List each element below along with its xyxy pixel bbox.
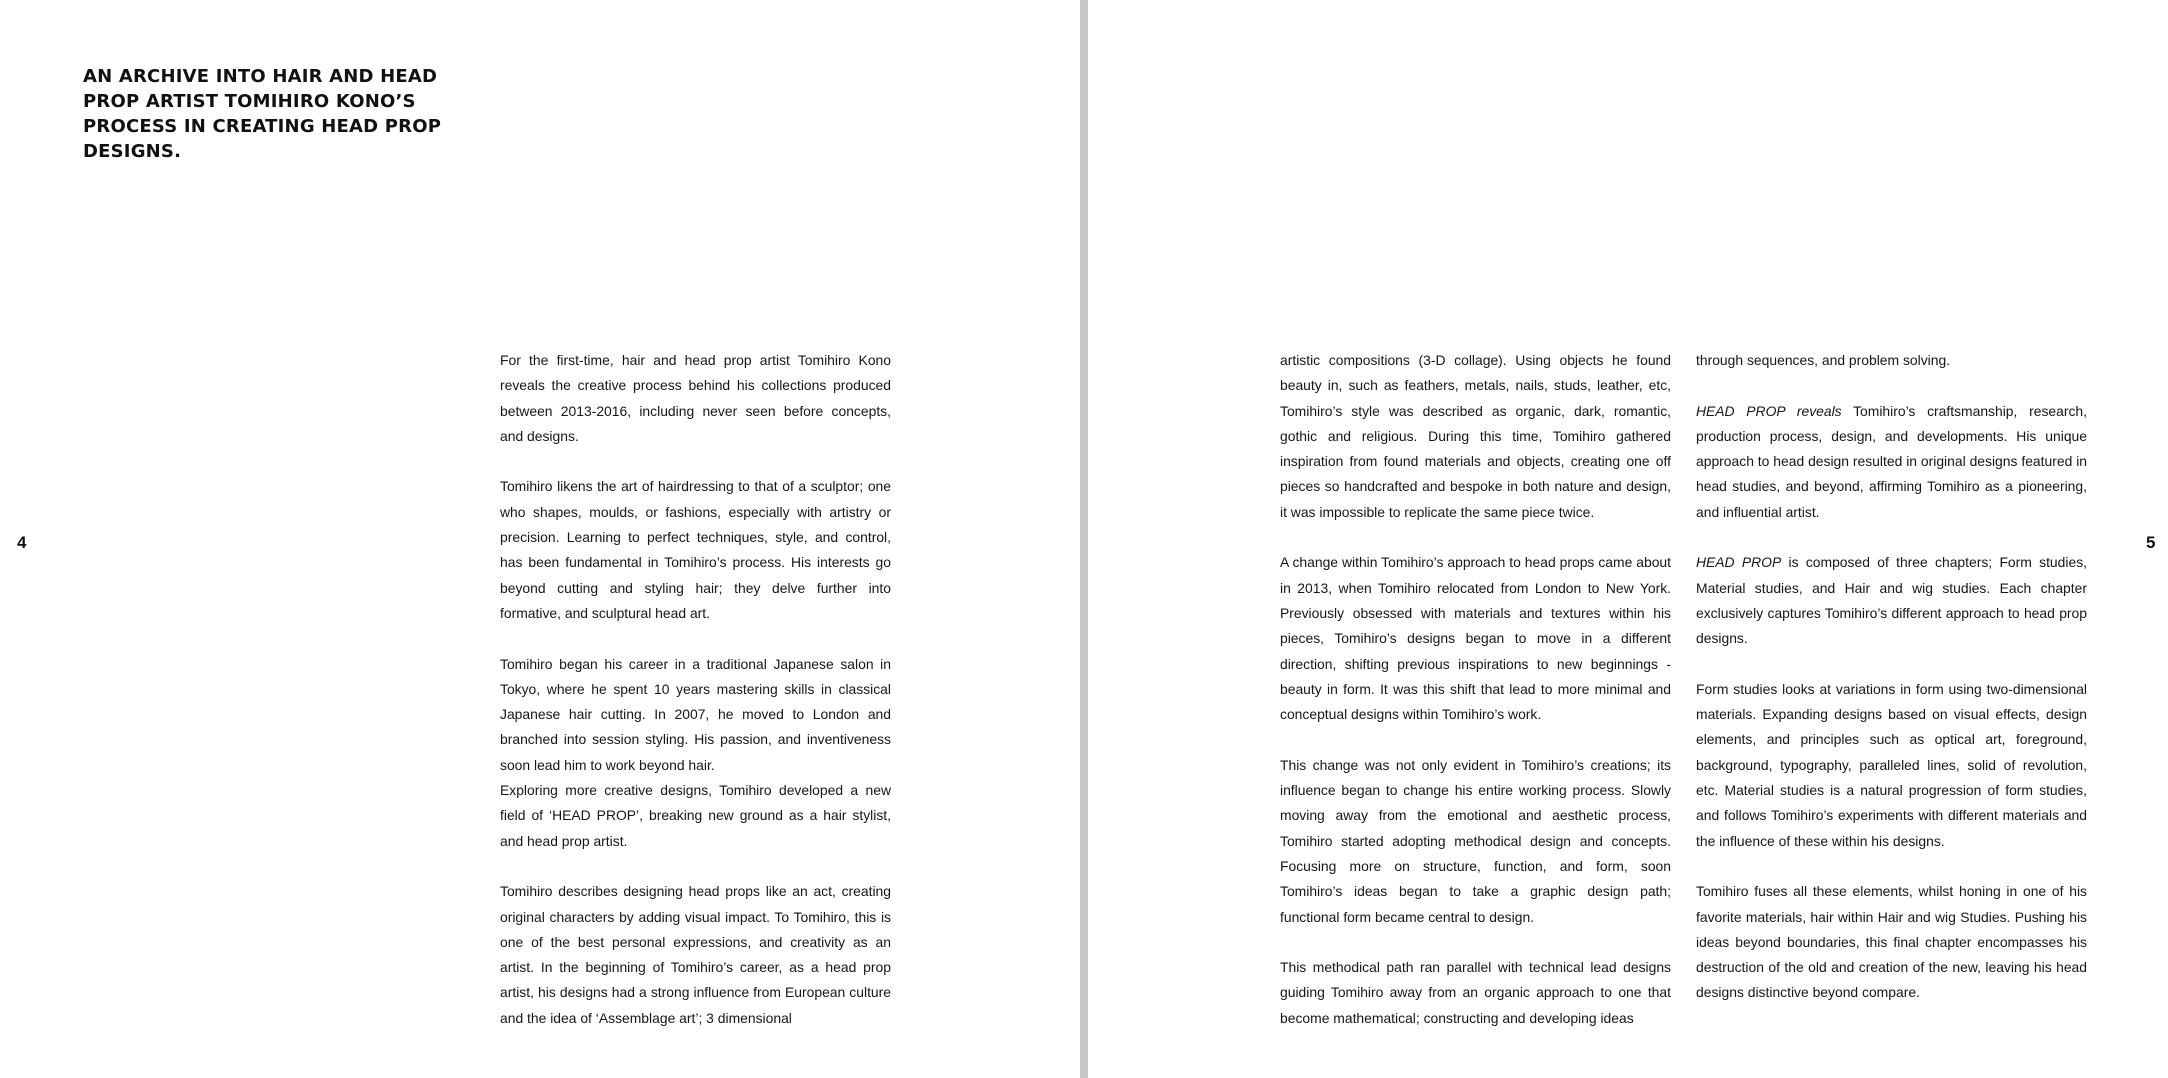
left-body-column — [500, 348, 891, 1031]
body-paragraph: This methodical path ran parallel with technical lead designs guiding Tomihiro away from an organic approach to one that become mathematical; constructing and developing ideas — [1280, 959, 1671, 1026]
right-body-column-1 — [1280, 348, 1671, 1031]
right-page — [1088, 0, 2168, 1078]
body-paragraph: Tomihiro began his career in a traditional Japanese salon in Tokyo, where he spent 10 years mastering skills in classical Japanese hair cutting. In 2007, he moved to London and branched into session styling. His passion, and inventiveness soon lead him to work beyond hair. — [500, 655, 891, 773]
page-number-left: 4 — [17, 533, 27, 552]
body-paragraph: Exploring more creative designs, Tomihiro developed a new field of ‘HEAD PROP’, breaking new ground as a hair stylist, and head prop artist. — [500, 782, 891, 849]
body-paragraph: This change was not only evident in Tomihiro’s creations; its influence began to change his entire working process. Slowly moving away from the emotional and aesthetic process, Tomihiro started adopting methodical design and concepts. Focusing more on structure, function, and form, soon Tomihiro’s ideas began to take a graphic design path; functional form became central to design. — [1280, 756, 1671, 925]
body-paragraph: Tomihiro fuses all these elements, whilst honing in one of his favorite materials, hair within Hair and wig Studies. Pushing his ideas beyond boundaries, this final chapter encompasses his destruction of the old and creation of the new, leaving his head designs distinctive beyond compare. — [1696, 883, 2087, 1001]
right-body-column-2 — [1696, 348, 2087, 1006]
body-paragraph: For the first-time, hair and head prop artist Tomihiro Kono reveals the creative process behind his collections produced between 2013-2016, including never seen before concepts, and designs. — [500, 352, 891, 444]
left-page — [0, 0, 1080, 1078]
paragraph-text: is composed of three chapters; Form studies, Material studies, and Hair and wig studies. Each chapter exclusively captures Tomihiro’s different approach to head prop designs. — [1696, 554, 2087, 647]
book-title-italic: HEAD PROP — [1696, 554, 1782, 571]
body-paragraph — [1696, 550, 2087, 651]
body-paragraph: Tomihiro likens the art of hairdressing to that of a sculptor; one who shapes, moulds, or fashions, especially with artistry or precision. Learning to perfect techniques, style, and control, has been fundamental in Tomihiro’s process. His interests go beyond cutting and styling hair; they delve further into formative, and sculptural head art. — [500, 478, 891, 621]
body-paragraph: artistic compositions (3-D collage). Using objects he found beauty in, such as feathers, metals, nails, studs, leather, etc, Tomihiro’s style was described as organic, dark, romantic, gothic and religious. During this time, Tomihiro gathered inspiration from found materials and objects, creating one off pieces so handcrafted and bespoke in both nature and design, it was impossible to replicate the same piece twice. — [1280, 352, 1671, 520]
page-number-right: 5 — [2146, 533, 2156, 552]
body-paragraph: Form studies looks at variations in form using two-dimensional materials. Expanding designs based on visual effects, design elements, and principles such as optical art, foreground, background, typography, paralleled lines, solid of revolution, etc. Material studies is a natural progression of form studies, and follows Tomihiro’s experiments with different materials and the influence of these within his designs. — [1696, 680, 2087, 849]
page-heading: AN ARCHIVE INTO HAIR AND HEAD PROP ARTIST TOMIHIRO KONO’S PROCESS IN CREATING HEAD PROP DESIGNS. — [83, 66, 442, 162]
body-paragraph: Tomihiro describes designing head props like an act, creating original characters by adding visual impact. To Tomihiro, this is one of the best personal expressions, and creativity as an artist. In the beginning of Tomihiro’s career, as a head prop artist, his designs had a strong influence from European culture and the idea of ‘Assemblage art’; 3 dimensional — [500, 883, 891, 1026]
paragraph-text: Tomihiro’s craftsmanship, research, production process, design, and developments. His unique approach to head design resulted in original designs featured in head studies, and beyond, affirming Tomihiro as a pioneering, and influential artist. — [1696, 402, 2087, 520]
body-paragraph — [1696, 399, 2087, 525]
body-paragraph: through sequences, and problem solving. — [1696, 352, 1951, 368]
book-title-italic: HEAD PROP reveals — [1696, 402, 1842, 419]
book-spine — [1080, 0, 1088, 1078]
body-paragraph: A change within Tomihiro’s approach to head props came about in 2013, when Tomihiro relocated from London to New York. Previously obsessed with materials and textures within his pieces, Tomihiro’s designs began to move in a different direction, shifting previous inspirations to new beginnings -beauty in form. It was this shift that lead to more minimal and conceptual designs within Tomihiro’s work. — [1280, 554, 1671, 723]
